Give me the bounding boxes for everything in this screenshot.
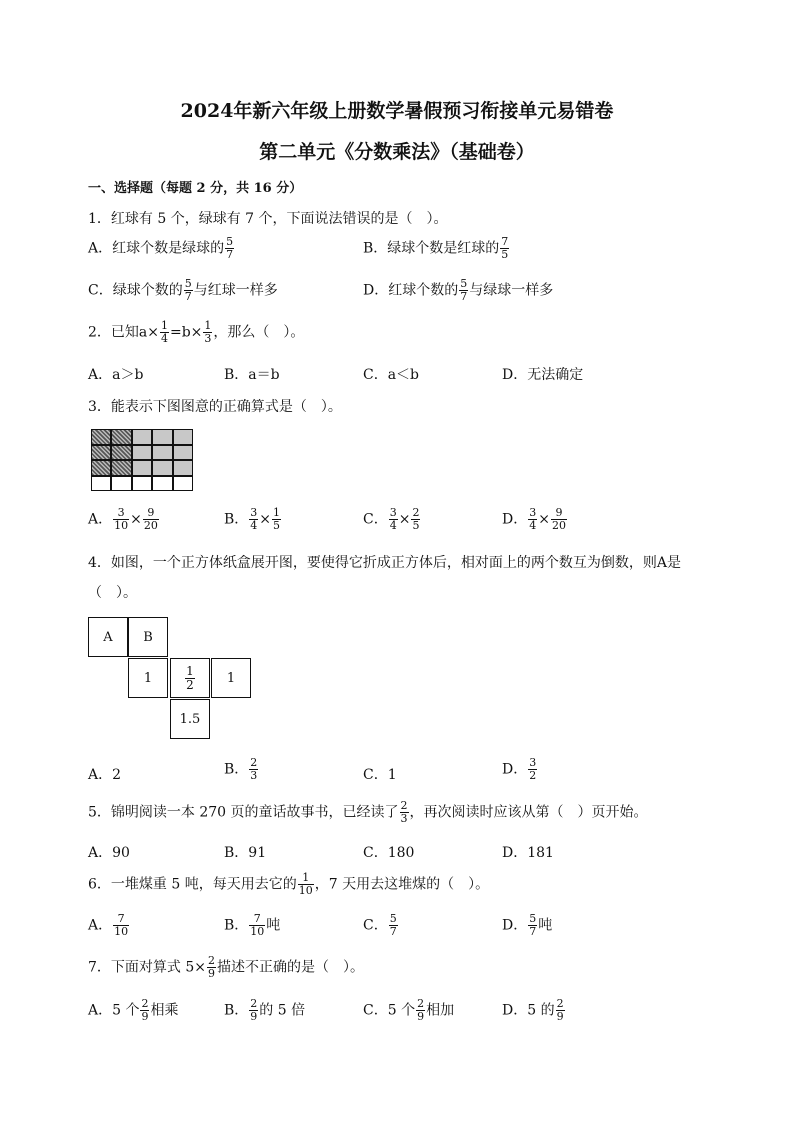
page-subtitle: 第二单元《分数乘法》（基础卷） <box>259 141 535 163</box>
q7-option-b[interactable]: B． $\frac{2}{9}$ 的 5 倍 <box>224 997 306 1023</box>
q5-option-b[interactable]: B．91 <box>224 845 267 861</box>
section-heading: 一、选择题（每题 2 分，共 16 分） <box>88 181 303 196</box>
q4-option-b[interactable]: B． $\frac{2}{3}$ <box>224 756 258 782</box>
net-face-one: 1 <box>128 658 168 698</box>
q5-option-a[interactable]: A．90 <box>88 845 130 861</box>
question-6-stem: 6．一堆煤重 5 吨，每天用去它的 $\frac{1}{10}$ ，7 天用去这堆煤的（ ）。 <box>88 871 490 897</box>
question-4-stem-cont: （ ）。 <box>88 585 137 601</box>
q6-option-b[interactable]: B． $\frac{7}{10}$ 吨 <box>224 912 281 938</box>
q3-option-b[interactable]: B． $\frac{3}{4}$ × $\frac{1}{5}$ <box>224 506 281 532</box>
q5-option-d[interactable]: D．181 <box>502 845 554 861</box>
q7-option-d[interactable]: D．5 的 $\frac{2}{9}$ <box>502 997 564 1023</box>
q4-option-c[interactable]: C．1 <box>363 767 397 783</box>
q3-option-a[interactable]: A． $\frac{3}{10}$ × $\frac{9}{20}$ <box>88 506 158 532</box>
q2-option-a[interactable]: A．a＞b <box>88 367 144 383</box>
q1-option-c[interactable]: C．绿球个数的 $\frac{5}{7}$ 与红球一样多 <box>88 277 278 303</box>
q1-option-a[interactable]: A．红球个数是绿球的 $\frac{5}{7}$ <box>88 235 234 261</box>
fraction: $\frac{5}{7}$ <box>460 277 468 303</box>
question-3-stem: 3．能表示下图图意的正确算式是（ ）。 <box>88 399 342 415</box>
question-5-stem: 5．锦明阅读一本 270 页的童话故事书，已经读了 $\frac{2}{3}$ ，再次阅读时应该从第（ ）页开始。 <box>88 799 648 825</box>
page-title: 2024年新六年级上册数学暑假预习衔接单元易错卷 <box>180 100 614 122</box>
fraction: $\frac{7}{5}$ <box>501 235 509 261</box>
q6-option-d[interactable]: D． $\frac{5}{7}$ 吨 <box>502 912 553 938</box>
q6-option-c[interactable]: C． $\frac{5}{7}$ <box>363 912 397 938</box>
fraction-grid-figure <box>91 429 193 491</box>
q5-option-c[interactable]: C．180 <box>363 845 415 861</box>
question-1-stem: 1．红球有 5 个，绿球有 7 个，下面说法错误的是（ ）。 <box>88 211 448 227</box>
q1-option-d[interactable]: D．红球个数的 $\frac{5}{7}$ 与绿球一样多 <box>363 277 554 303</box>
net-face-b: B <box>128 617 168 657</box>
q2-option-b[interactable]: B．a＝b <box>224 367 280 383</box>
net-face-half: $\frac{1}{2}$ <box>170 658 210 698</box>
q7-option-c[interactable]: C．5 个 $\frac{2}{9}$ 相加 <box>363 997 455 1023</box>
question-4-stem: 4．如图，一个正方体纸盒展开图，要使得它折成正方体后，相对面上的两个数互为倒数，则A是 <box>88 555 682 571</box>
q7-option-a[interactable]: A．5 个 $\frac{2}{9}$ 相乘 <box>88 997 179 1023</box>
q4-option-d[interactable]: D． $\frac{3}{2}$ <box>502 756 537 782</box>
q2-option-d[interactable]: D．无法确定 <box>502 367 584 383</box>
q3-option-d[interactable]: D． $\frac{3}{4}$ × $\frac{9}{20}$ <box>502 506 566 532</box>
q1-option-b[interactable]: B．绿球个数是红球的 $\frac{7}{5}$ <box>363 235 509 261</box>
q2-option-c[interactable]: C．a＜b <box>363 367 420 383</box>
q4-option-a[interactable]: A．2 <box>88 767 122 783</box>
q3-option-c[interactable]: C． $\frac{3}{4}$ × $\frac{2}{5}$ <box>363 506 420 532</box>
net-face-one-right: 1 <box>211 658 251 698</box>
q6-option-a[interactable]: A． $\frac{7}{10}$ <box>88 912 129 938</box>
fraction: $\frac{5}{7}$ <box>226 235 234 261</box>
net-face-a: A <box>88 617 128 657</box>
question-7-stem: 7．下面对算式 5× $\frac{2}{9}$ 描述不正确的是（ ）。 <box>88 954 364 980</box>
question-2-stem: 2．已知a× $\frac{1}{4}$ =b× $\frac{1}{3}$ ，那么（ ）。 <box>88 319 305 345</box>
net-face-one-point-five: 1.5 <box>170 699 210 739</box>
fraction: $\frac{5}{7}$ <box>184 277 192 303</box>
